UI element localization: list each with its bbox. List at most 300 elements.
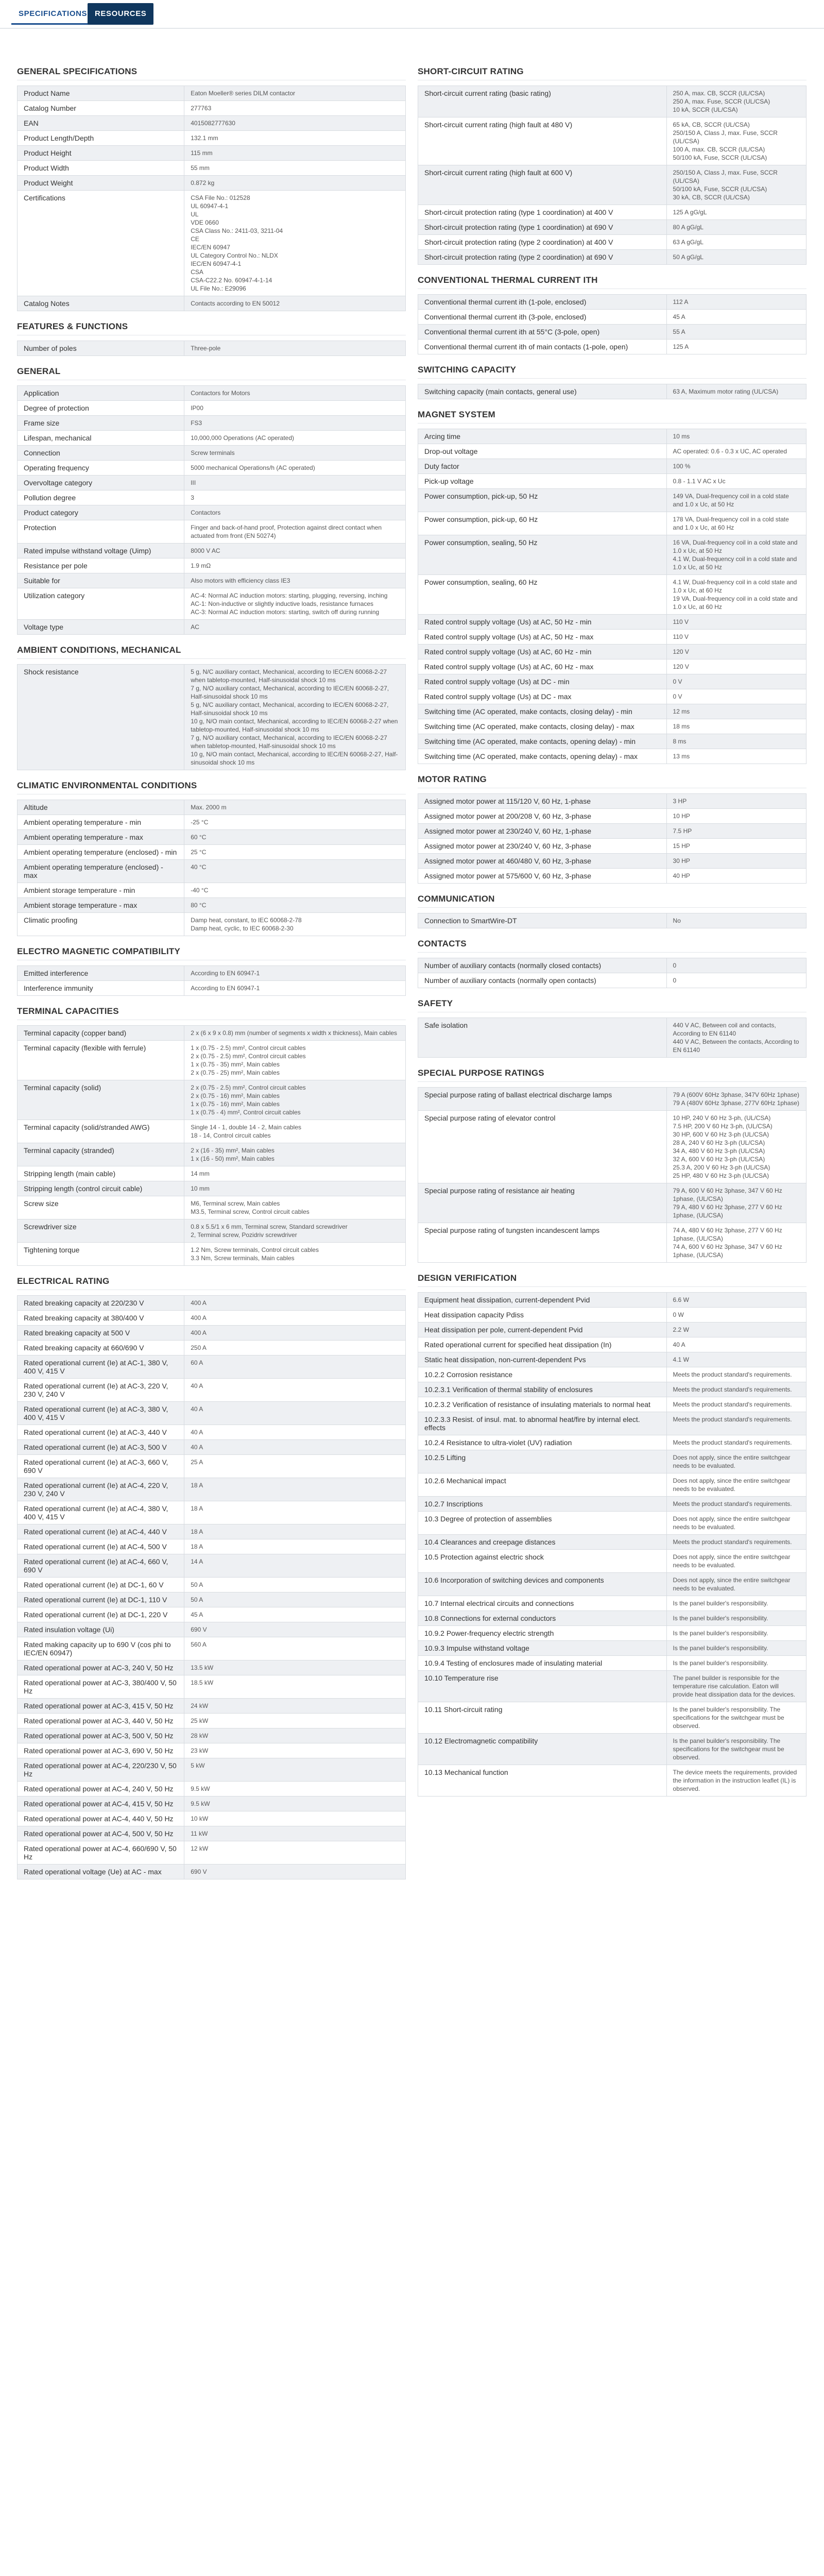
spec-table xyxy=(17,1025,406,1266)
spec-row xyxy=(18,1143,406,1166)
spec-value: The device meets the requirements, provided the information in the instruction leaflet (IL) is observed. xyxy=(666,1765,806,1797)
spec-row xyxy=(418,630,806,645)
spec-row xyxy=(418,1382,806,1397)
spec-row xyxy=(418,1397,806,1412)
spec-row xyxy=(18,830,406,845)
spec-label: Heat dissipation per pole, current-dependent Pvid xyxy=(418,1323,667,1337)
spec-row xyxy=(418,1535,806,1550)
spec-label: Rated control supply voltage (Us) at DC - min xyxy=(418,674,667,689)
spec-value: 440 V AC, Between coil and contacts, According to EN 61140 440 V AC, Between the contacts, According to EN 61140 xyxy=(666,1018,806,1058)
spec-value: Contactors for Motors xyxy=(184,386,406,401)
spec-row xyxy=(18,1758,406,1782)
spec-value: Does not apply, since the entire switchgear needs to be evaluated. xyxy=(666,1512,806,1535)
spec-label: 10.2.7 Inscriptions xyxy=(418,1497,667,1512)
spec-row xyxy=(418,444,806,459)
spec-row xyxy=(18,1501,406,1524)
spec-label: Climatic proofing xyxy=(18,913,184,936)
spec-row xyxy=(418,615,806,630)
spec-value: Meets the product standard's requirements. xyxy=(666,1397,806,1412)
spec-value: Meets the product standard's requirements. xyxy=(666,1382,806,1397)
section-title: DESIGN VERIFICATION xyxy=(418,1271,806,1287)
spec-value: 79 A (600V 60Hz 3phase, 347V 60Hz 1phase) 79 A (480V 60Hz 3phase, 277V 60Hz 1phase) xyxy=(666,1088,806,1111)
spec-value: 1.2 Nm, Screw terminals, Control circuit cables 3.3 Nm, Screw terminals, Main cables xyxy=(184,1243,406,1266)
section-climatic-environmental-conditions xyxy=(17,778,406,936)
spec-label: Overvoltage category xyxy=(18,476,184,490)
spec-label: Rated operational current (Ie) at AC-4, 220 V, 230 V, 240 V xyxy=(18,1478,184,1501)
spec-row xyxy=(18,1539,406,1554)
spec-label: Assigned motor power at 230/240 V, 60 Hz, 3-phase xyxy=(418,839,667,854)
tab-specifications[interactable]: SPECIFICATIONS xyxy=(11,3,94,25)
spec-row xyxy=(18,191,406,296)
spec-table xyxy=(17,86,406,311)
spec-label: Rated making capacity up to 690 V (cos phi to IEC/EN 60947) xyxy=(18,1637,184,1660)
spec-label: Power consumption, sealing, 60 Hz xyxy=(418,575,667,615)
spec-row xyxy=(18,588,406,620)
spec-row xyxy=(418,1323,806,1337)
spec-value: 60 A xyxy=(184,1355,406,1379)
spec-row xyxy=(418,220,806,235)
spec-value: 560 A xyxy=(184,1637,406,1660)
spec-row xyxy=(18,1826,406,1841)
spec-value: 8000 V AC xyxy=(184,544,406,558)
spec-label: Short-circuit protection rating (type 1 coordination) at 400 V xyxy=(418,205,667,220)
spec-value: 14 mm xyxy=(184,1166,406,1181)
spec-row xyxy=(18,1865,406,1879)
spec-label: 10.5 Protection against electric shock xyxy=(418,1550,667,1573)
section-design-verification xyxy=(418,1271,806,1797)
spec-label: Rated operational current (Ie) at AC-4, 440 V xyxy=(18,1524,184,1539)
section-title: CONTACTS xyxy=(418,937,806,953)
spec-row xyxy=(18,1592,406,1607)
spec-row xyxy=(418,325,806,340)
spec-row xyxy=(418,1352,806,1367)
section-general xyxy=(17,364,406,635)
spec-value: 74 A, 480 V 60 Hz 3phase, 277 V 60 Hz 1phase, (UL/CSA) 74 A, 600 V 60 Hz 3phase, 347 V 60 Hz 1phase, (UL/CSA) xyxy=(666,1223,806,1263)
spec-label: 10.9.2 Power-frequency electric strength xyxy=(418,1626,667,1641)
spec-label: Rated operational current (Ie) at DC-1, 110 V xyxy=(18,1592,184,1607)
spec-label: 10.7 Internal electrical circuits and connections xyxy=(418,1596,667,1611)
spec-label: Number of auxiliary contacts (normally closed contacts) xyxy=(418,958,667,973)
spec-value: Three-pole xyxy=(184,341,406,356)
spec-value: 25 °C xyxy=(184,845,406,860)
spec-label: Rated operational current (Ie) at AC-1, 380 V, 400 V, 415 V xyxy=(18,1355,184,1379)
spec-label: Rated operational current (Ie) at AC-4, 660 V, 690 V xyxy=(18,1554,184,1578)
spec-row xyxy=(418,205,806,220)
spec-value: Max. 2000 m xyxy=(184,800,406,815)
spec-label: Suitable for xyxy=(18,573,184,588)
spec-table xyxy=(418,1292,806,1797)
spec-label: Static heat dissipation, non-current-dependent Pvs xyxy=(418,1352,667,1367)
spec-label: Special purpose rating of ballast electrical discharge lamps xyxy=(418,1088,667,1111)
spec-table xyxy=(418,913,806,928)
section-title: ELECTRICAL RATING xyxy=(17,1274,406,1290)
spec-row xyxy=(18,1196,406,1219)
spec-value: 28 kW xyxy=(184,1728,406,1743)
spec-label: Power consumption, sealing, 50 Hz xyxy=(418,535,667,575)
spec-label: Rated operational current (Ie) at DC-1, 60 V xyxy=(18,1578,184,1592)
spec-value: Eaton Moeller® series DILM contactor xyxy=(184,86,406,101)
spec-label: Switching capacity (main contacts, general use) xyxy=(418,384,667,399)
spec-value: Meets the product standard's requirements. xyxy=(666,1435,806,1450)
spec-row xyxy=(18,1699,406,1714)
spec-label: Ambient operating temperature (enclosed) - min xyxy=(18,845,184,860)
spec-label: Rated breaking capacity at 660/690 V xyxy=(18,1341,184,1355)
spec-value: 16 VA, Dual-frequency coil in a cold state and 1.0 x Uc, at 50 Hz 4.1 W, Dual-frequency coil in a cold state and 1.0 x Uc, at 50 Hz xyxy=(666,535,806,575)
section-title: GENERAL xyxy=(17,364,406,380)
spec-value: 50 A xyxy=(184,1592,406,1607)
spec-label: Rated operational current (Ie) at AC-3, 380 V, 400 V, 415 V xyxy=(18,1402,184,1425)
spec-label: Rated breaking capacity at 380/400 V xyxy=(18,1311,184,1326)
spec-value: Is the panel builder's responsibility. The specifications for the switchgear must be observed. xyxy=(666,1734,806,1765)
spec-value: FS3 xyxy=(184,416,406,431)
spec-row xyxy=(418,1223,806,1263)
spec-value: 690 V xyxy=(184,1865,406,1879)
left-column xyxy=(17,64,406,1888)
spec-row xyxy=(18,1622,406,1637)
spec-row xyxy=(18,1296,406,1311)
spec-row xyxy=(418,704,806,719)
spec-label: Shock resistance xyxy=(18,665,184,770)
spec-value: Is the panel builder's responsibility. The specifications for the switchgear must be observed. xyxy=(666,1702,806,1734)
spec-row xyxy=(18,860,406,883)
spec-label: Assigned motor power at 200/208 V, 60 Hz, 3-phase xyxy=(418,809,667,824)
spec-value: 0.8 x 5.5/1 x 6 mm, Terminal screw, Standard screwdriver 2, Terminal screw, Pozidriv screwdriver xyxy=(184,1219,406,1243)
spec-label: Assigned motor power at 230/240 V, 60 Hz, 1-phase xyxy=(418,824,667,839)
spec-row xyxy=(18,1243,406,1266)
spec-value: AC-4: Normal AC induction motors: starting, plugging, reversing, inching AC-1: Non-inductive or slightly inductive loads, resistance furnaces AC-3: Normal AC induction motors: starting, switch off during running xyxy=(184,588,406,620)
spec-row xyxy=(18,505,406,520)
spec-label: Altitude xyxy=(18,800,184,815)
spec-value: 1 x (0.75 - 2.5) mm², Control circuit cables 2 x (0.75 - 2.5) mm², Control circuit cables 1 x (0.75 - 35) mm², Main cables 2 x (0.75 - 25) mm², Main cables xyxy=(184,1041,406,1080)
spec-row xyxy=(18,341,406,356)
spec-value: 10 HP, 240 V 60 Hz 3-ph, (UL/CSA) 7.5 HP, 200 V 60 Hz 3-ph, (UL/CSA) 30 HP, 600 V 60 Hz 3-ph (UL/CSA) 28 A, 240 V 60 Hz 3-ph (UL/CSA) 34 A, 480 V 60 Hz 3-ph (UL/CSA) 32 A, 600 V 60 Hz 3-ph (UL/CSA) 25.3 A, 200 V 60 Hz 3-ph (UL/CSA) 25 HP, 480 V 60 Hz 3-ph (UL/CSA) xyxy=(666,1111,806,1183)
spec-value: Is the panel builder's responsibility. xyxy=(666,1611,806,1626)
spec-label: Rated operational current (Ie) at AC-4, 380 V, 400 V, 415 V xyxy=(18,1501,184,1524)
spec-value: 45 A xyxy=(184,1607,406,1622)
spec-value: M6, Terminal screw, Main cables M3.5, Terminal screw, Control circuit cables xyxy=(184,1196,406,1219)
spec-value: Is the panel builder's responsibility. xyxy=(666,1596,806,1611)
spec-row xyxy=(18,1181,406,1196)
spec-label: Number of auxiliary contacts (normally open contacts) xyxy=(418,973,667,988)
spec-row xyxy=(418,1573,806,1596)
spec-label: Drop-out voltage xyxy=(418,444,667,459)
spec-value: Finger and back-of-hand proof, Protection against direct contact when actuated from front (EN 50274) xyxy=(184,520,406,544)
spec-table xyxy=(17,664,406,770)
spec-label: Terminal capacity (stranded) xyxy=(18,1143,184,1166)
spec-label: Power consumption, pick-up, 60 Hz xyxy=(418,512,667,535)
spec-row xyxy=(18,1219,406,1243)
spec-row xyxy=(18,1026,406,1041)
spec-row xyxy=(418,1308,806,1323)
spec-row xyxy=(418,749,806,764)
spec-value: 63 A gG/gL xyxy=(666,235,806,250)
section-short-circuit-rating xyxy=(418,64,806,265)
spec-value: 8 ms xyxy=(666,734,806,749)
spec-row xyxy=(418,824,806,839)
spec-table xyxy=(418,384,806,399)
spec-row xyxy=(418,1734,806,1765)
spec-label: Certifications xyxy=(18,191,184,296)
spec-value: 30 HP xyxy=(666,854,806,869)
spec-value: Is the panel builder's responsibility. xyxy=(666,1626,806,1641)
spec-value: 3 xyxy=(184,490,406,505)
spec-label: Ambient operating temperature (enclosed) - max xyxy=(18,860,184,883)
spec-row xyxy=(18,620,406,635)
spec-label: 10.2.3.3 Resist. of insul. mat. to abnormal heat/fire by internal elect. effects xyxy=(418,1412,667,1435)
section-title: SAFETY xyxy=(418,996,806,1012)
spec-label: Voltage type xyxy=(18,620,184,635)
spec-label: Assigned motor power at 460/480 V, 60 Hz, 3-phase xyxy=(418,854,667,869)
spec-label: Rated operational power at AC-3, 240 V, 50 Hz xyxy=(18,1660,184,1675)
spec-value: 10 mm xyxy=(184,1181,406,1196)
spec-label: 10.9.3 Impulse withstand voltage xyxy=(418,1641,667,1656)
section-title: FEATURES & FUNCTIONS xyxy=(17,319,406,335)
spec-label: Rated operational current (Ie) at AC-3, 660 V, 690 V xyxy=(18,1455,184,1478)
spec-value: 0 xyxy=(666,958,806,973)
spec-row xyxy=(418,489,806,512)
spec-value: 400 A xyxy=(184,1311,406,1326)
spec-label: Number of poles xyxy=(18,341,184,356)
spec-label: 10.2.2 Corrosion resistance xyxy=(418,1367,667,1382)
spec-label: Utilization category xyxy=(18,588,184,620)
spec-value: Does not apply, since the entire switchgear needs to be evaluated. xyxy=(666,1450,806,1473)
spec-row xyxy=(418,235,806,250)
spec-value: 178 VA, Dual-frequency coil in a cold state and 1.0 x Uc, at 60 Hz xyxy=(666,512,806,535)
spec-value: 11 kW xyxy=(184,1826,406,1841)
spec-row xyxy=(418,1111,806,1183)
spec-value: 2 x (6 x 9 x 0.8) mm (number of segments x width x thickness), Main cables xyxy=(184,1026,406,1041)
spec-label: Special purpose rating of tungsten incandescent lamps xyxy=(418,1223,667,1263)
spec-row xyxy=(418,1626,806,1641)
spec-row xyxy=(18,665,406,770)
spec-row xyxy=(418,973,806,988)
spec-label: Heat dissipation capacity Pdiss xyxy=(418,1308,667,1323)
spec-row xyxy=(418,86,806,117)
spec-row xyxy=(18,1637,406,1660)
spec-value: 80 A gG/gL xyxy=(666,220,806,235)
spec-row xyxy=(18,1554,406,1578)
spec-row xyxy=(418,719,806,734)
spec-value: 4015082777630 xyxy=(184,116,406,131)
tab-resources[interactable]: RESOURCES xyxy=(88,3,153,25)
spec-label: Ambient storage temperature - max xyxy=(18,898,184,913)
spec-label: Arcing time xyxy=(418,429,667,444)
spec-label: 10.2.4 Resistance to ultra-violet (UV) radiation xyxy=(418,1435,667,1450)
spec-value: 125 A gG/gL xyxy=(666,205,806,220)
spec-value: 13 ms xyxy=(666,749,806,764)
spec-label: Special purpose rating of elevator control xyxy=(418,1111,667,1183)
spec-row xyxy=(18,161,406,176)
spec-label: Assigned motor power at 115/120 V, 60 Hz, 1-phase xyxy=(418,794,667,809)
spec-row xyxy=(18,386,406,401)
spec-row xyxy=(18,476,406,490)
spec-value: 45 A xyxy=(666,310,806,325)
spec-value: 25 A xyxy=(184,1455,406,1478)
spec-row xyxy=(418,958,806,973)
spec-table xyxy=(418,86,806,265)
spec-label: 10.10 Temperature rise xyxy=(418,1671,667,1702)
spec-label: Screw size xyxy=(18,1196,184,1219)
spec-row xyxy=(418,913,806,928)
spec-label: Rated breaking capacity at 220/230 V xyxy=(18,1296,184,1311)
spec-value: Does not apply, since the entire switchgear needs to be evaluated. xyxy=(666,1550,806,1573)
spec-label: Rated operational current (Ie) at AC-3, 440 V xyxy=(18,1425,184,1440)
section-special-purpose-ratings xyxy=(418,1066,806,1263)
spec-label: 10.2.3.1 Verification of thermal stability of enclosures xyxy=(418,1382,667,1397)
spec-value: 50 A gG/gL xyxy=(666,250,806,265)
section-conventional-thermal-current-ith xyxy=(418,273,806,354)
spec-label: 10.13 Mechanical function xyxy=(418,1765,667,1797)
spec-label: Stripping length (control circuit cable) xyxy=(18,1181,184,1196)
spec-value: 250 A, max. CB, SCCR (UL/CSA) 250 A, max. Fuse, SCCR (UL/CSA) 10 kA, SCCR (UL/CSA) xyxy=(666,86,806,117)
spec-label: Connection to SmartWire-DT xyxy=(418,913,667,928)
spec-row xyxy=(18,1714,406,1728)
spec-label: Safe isolation xyxy=(418,1018,667,1058)
spec-label: Degree of protection xyxy=(18,401,184,416)
spec-label: 10.8 Connections for external conductors xyxy=(418,1611,667,1626)
spec-value: 24 kW xyxy=(184,1699,406,1714)
spec-row xyxy=(18,131,406,146)
spec-label: Rated control supply voltage (Us) at AC, 50 Hz - max xyxy=(418,630,667,645)
spec-value: 0 xyxy=(666,973,806,988)
spec-label: Switching time (AC operated, make contacts, opening delay) - max xyxy=(418,749,667,764)
spec-value: No xyxy=(666,913,806,928)
spec-row xyxy=(418,295,806,310)
spec-label: Ambient operating temperature - max xyxy=(18,830,184,845)
spec-row xyxy=(18,401,406,416)
spec-value: 110 V xyxy=(666,615,806,630)
spec-label: Connection xyxy=(18,446,184,461)
section-title: SHORT-CIRCUIT RATING xyxy=(418,64,806,80)
spec-table xyxy=(418,1018,806,1058)
spec-label: 10.9.4 Testing of enclosures made of insulating material xyxy=(418,1656,667,1671)
spec-label: Ambient operating temperature - min xyxy=(18,815,184,830)
spec-table xyxy=(17,800,406,936)
spec-table xyxy=(418,793,806,884)
spec-row xyxy=(18,1607,406,1622)
spec-value: According to EN 60947-1 xyxy=(184,981,406,996)
spec-label: Rated control supply voltage (Us) at AC, 60 Hz - max xyxy=(418,659,667,674)
spec-label: Terminal capacity (solid) xyxy=(18,1080,184,1120)
spec-row xyxy=(418,384,806,399)
spec-row xyxy=(418,310,806,325)
spec-row xyxy=(418,1765,806,1797)
spec-row xyxy=(18,1660,406,1675)
spec-value: 125 A xyxy=(666,340,806,354)
spec-value: IP00 xyxy=(184,401,406,416)
spec-label: Conventional thermal current ith of main contacts (1-pole, open) xyxy=(418,340,667,354)
spec-row xyxy=(18,573,406,588)
spec-value: 13.5 kW xyxy=(184,1660,406,1675)
spec-row xyxy=(18,1311,406,1326)
spec-value: 0.872 kg xyxy=(184,176,406,191)
spec-row xyxy=(418,575,806,615)
spec-table xyxy=(17,1295,406,1879)
spec-row xyxy=(418,1497,806,1512)
spec-value: -25 °C xyxy=(184,815,406,830)
spec-row xyxy=(18,1080,406,1120)
spec-label: Rated control supply voltage (Us) at AC, 60 Hz - min xyxy=(418,645,667,659)
spec-row xyxy=(418,674,806,689)
section-title: SPECIAL PURPOSE RATINGS xyxy=(418,1066,806,1082)
section-title: COMMUNICATION xyxy=(418,892,806,908)
spec-value: 7.5 HP xyxy=(666,824,806,839)
section-motor-rating xyxy=(418,772,806,884)
section-electrical-rating xyxy=(17,1274,406,1879)
spec-table xyxy=(17,385,406,635)
spec-row xyxy=(18,1797,406,1811)
spec-value: 277763 xyxy=(184,101,406,116)
spec-row xyxy=(18,1355,406,1379)
spec-value: 9.5 kW xyxy=(184,1797,406,1811)
spec-value: 40 A xyxy=(184,1379,406,1402)
spec-row xyxy=(18,981,406,996)
spec-label: Product Weight xyxy=(18,176,184,191)
spec-label: Product Length/Depth xyxy=(18,131,184,146)
spec-label: Switching time (AC operated, make contacts, closing delay) - max xyxy=(418,719,667,734)
spec-row xyxy=(18,1326,406,1341)
spec-value: 110 V xyxy=(666,630,806,645)
spec-label: Switching time (AC operated, make contacts, opening delay) - min xyxy=(418,734,667,749)
spec-label: 10.2.3.2 Verification of resistance of insulating materials to normal heat xyxy=(418,1397,667,1412)
spec-row xyxy=(418,117,806,165)
section-title: MOTOR RATING xyxy=(418,772,806,788)
spec-row xyxy=(18,461,406,476)
spec-row xyxy=(418,689,806,704)
spec-value: 400 A xyxy=(184,1326,406,1341)
spec-row xyxy=(18,176,406,191)
section-ambient-conditions-mechanical xyxy=(17,643,406,770)
spec-value: AC operated: 0.6 - 0.3 x UC, AC operated xyxy=(666,444,806,459)
spec-value: Meets the product standard's requirements. xyxy=(666,1367,806,1382)
spec-label: 10.11 Short-circuit rating xyxy=(418,1702,667,1734)
spec-row xyxy=(418,1512,806,1535)
spec-label: Rated breaking capacity at 500 V xyxy=(18,1326,184,1341)
spec-label: Switching time (AC operated, make contacts, closing delay) - min xyxy=(418,704,667,719)
spec-value: The panel builder is responsible for the temperature rise calculation. Eaton will provide heat dissipation data for the devices. xyxy=(666,1671,806,1702)
spec-label: Resistance per pole xyxy=(18,558,184,573)
spec-row xyxy=(418,1018,806,1058)
spec-label: Application xyxy=(18,386,184,401)
spec-value: 5 g, N/C auxiliary contact, Mechanical, according to IEC/EN 60068-2-27 when tabletop-mounted, Half-sinusoidal shock 10 ms 7 g, N/O auxiliary contact, Mechanical, according to IEC/EN 60068-2-27, Half-sinusoidal shock 10 ms 5 g, N/C auxiliary contact, Mechanical, according to IEC/EN 60068-2-27, Half-sinusoidal shock 10 ms 10 g, N/O main contact, Mechanical, according to IEC/EN 60068-2-27 when tabletop-mounted, Half-sinusoidal shock 10 ms 7 g, N/O auxiliary contact, Mechanical, according to IEC/EN 60068-2-27 when tabletop-mounted, Half-sinusoidal shock 10 ms 10 g, N/O main contact, Mechanical, according to IEC/EN 60068-2-27, Half-sinusoidal shock 10 ms xyxy=(184,665,406,770)
spec-value: 0 W xyxy=(666,1308,806,1323)
spec-row xyxy=(418,512,806,535)
spec-label: Rated operational power at AC-4, 660/690 V, 50 Hz xyxy=(18,1841,184,1865)
spec-label: Special purpose rating of resistance air heating xyxy=(418,1183,667,1223)
spec-label: Rated operational power at AC-4, 500 V, 50 Hz xyxy=(18,1826,184,1841)
spec-value: 55 A xyxy=(666,325,806,340)
spec-label: Rated operational power at AC-3, 500 V, 50 Hz xyxy=(18,1728,184,1743)
spec-value: Does not apply, since the entire switchgear needs to be evaluated. xyxy=(666,1473,806,1497)
spec-value: 5000 mechanical Operations/h (AC operated) xyxy=(184,461,406,476)
spec-label: Short-circuit protection rating (type 2 coordination) at 400 V xyxy=(418,235,667,250)
spec-value: CSA File No.: 012528 UL 60947-4-1 UL VDE 0660 CSA Class No.: 2411-03, 3211-04 CE IEC/EN 60947 UL Category Control No.: NLDX IEC/EN 60947-4-1 CSA CSA-C22.2 No. 60947-4-1-14 UL File No.: E29096 xyxy=(184,191,406,296)
spec-value: Meets the product standard's requirements. xyxy=(666,1412,806,1435)
spec-value: 60 °C xyxy=(184,830,406,845)
spec-row xyxy=(418,340,806,354)
section-title: AMBIENT CONDITIONS, MECHANICAL xyxy=(17,643,406,659)
spec-label: Rated operational current for specified heat dissipation (In) xyxy=(418,1337,667,1352)
spec-label: Interference immunity xyxy=(18,981,184,996)
spec-label: 10.2.6 Mechanical impact xyxy=(418,1473,667,1497)
spec-row xyxy=(418,869,806,884)
spec-row xyxy=(418,1412,806,1435)
spec-value: 120 V xyxy=(666,645,806,659)
spec-value: 14 A xyxy=(184,1554,406,1578)
spec-label: Screwdriver size xyxy=(18,1219,184,1243)
spec-row xyxy=(418,429,806,444)
spec-row xyxy=(18,116,406,131)
